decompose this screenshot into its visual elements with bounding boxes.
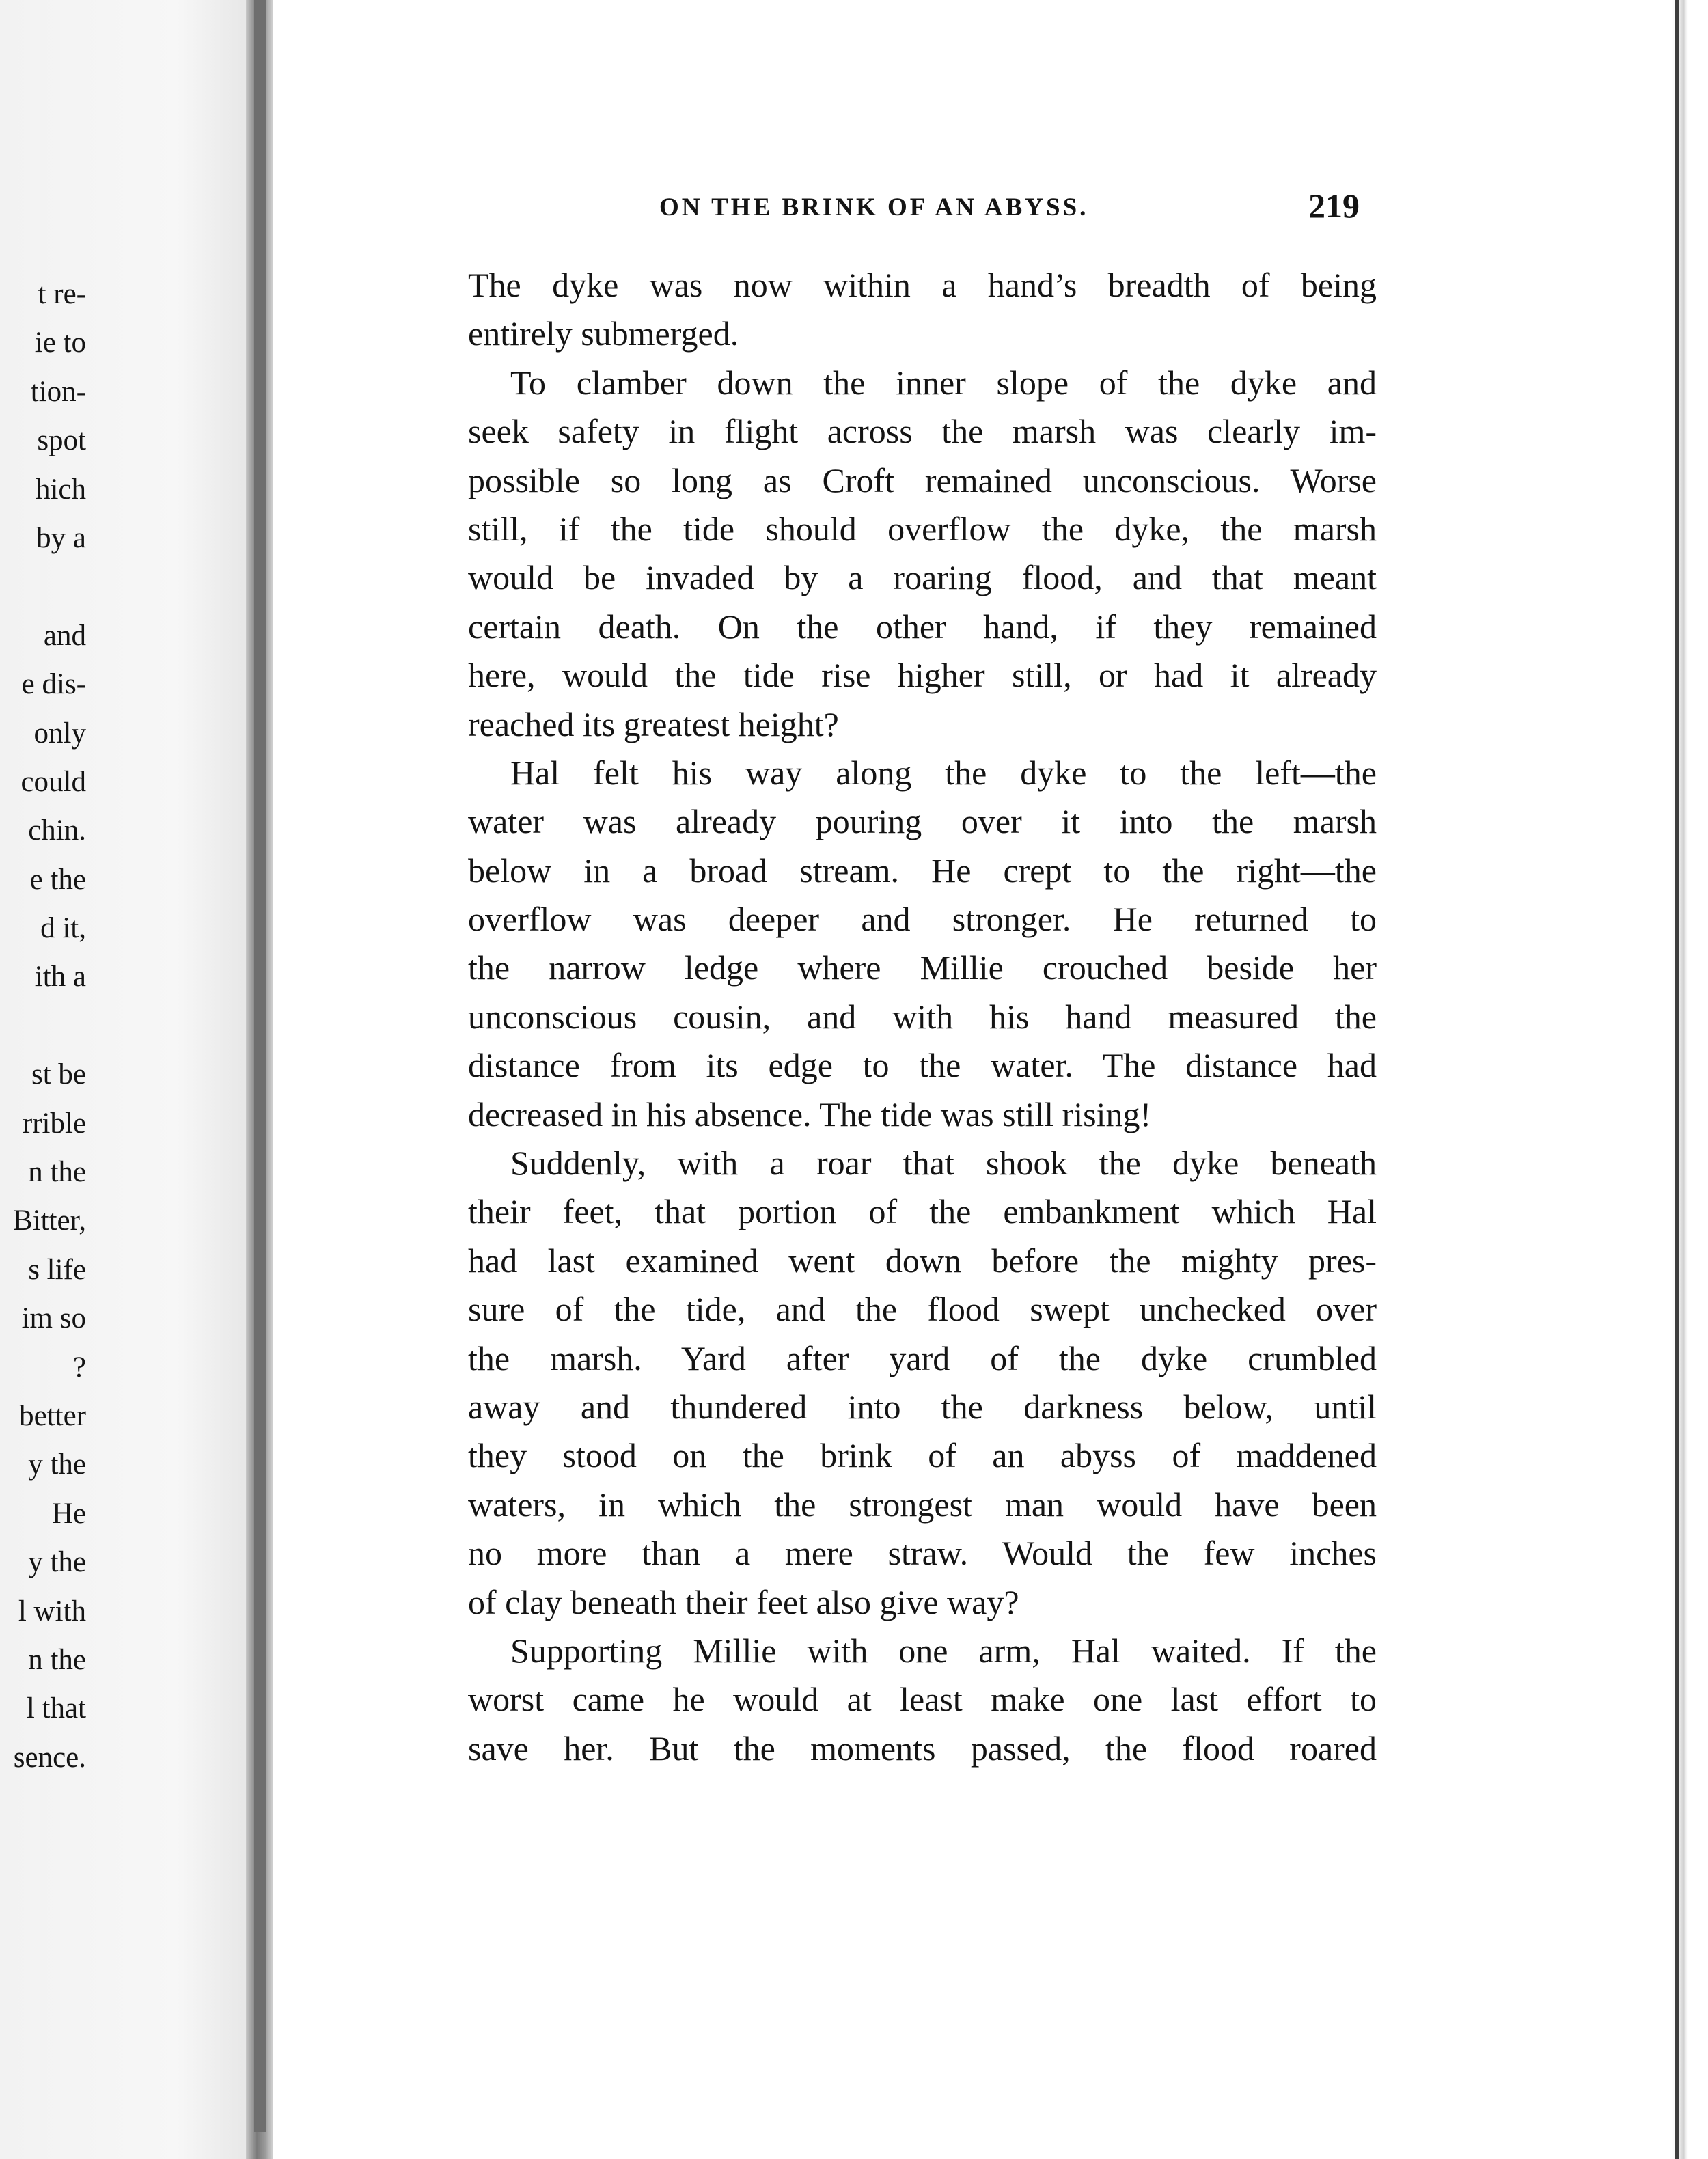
- text-line: worst came he would at least make one last effort to: [468, 1680, 1377, 1719]
- left-page-line: e dis-: [21, 668, 86, 701]
- left-page-line: n the: [28, 1156, 86, 1189]
- left-page-line: by a: [36, 521, 86, 554]
- text-line: sure of the tide, and the flood swept unchecked over: [468, 1290, 1377, 1329]
- text-line: below in a broad stream. He crept to the right—the: [468, 851, 1377, 890]
- text-line: save her. But the moments passed, the flood roared: [468, 1729, 1377, 1768]
- left-page-line: could: [20, 765, 86, 798]
- left-page-line: sence.: [13, 1741, 86, 1774]
- left-page-line: [13, 562, 86, 611]
- left-page-line: y the: [28, 1546, 86, 1579]
- text-line: they stood on the brink of an abyss of maddened: [468, 1436, 1377, 1475]
- left-page-line: spot: [37, 424, 86, 457]
- left-page-line: ie to: [34, 327, 86, 359]
- left-page-line: tion-: [30, 375, 86, 408]
- left-page-line: Bitter,: [13, 1205, 86, 1237]
- left-page-line: ?: [72, 1351, 86, 1384]
- left-page-line: [13, 1002, 86, 1050]
- left-page-line: y the: [28, 1448, 86, 1481]
- text-line: Hal felt his way along the dyke to the left—the: [510, 753, 1377, 792]
- left-page-text: [13, 270, 86, 1782]
- text-line: the marsh. Yard after yard of the dyke crumbled: [468, 1338, 1377, 1377]
- text-line: their feet, that portion of the embankment which Hal: [468, 1192, 1377, 1231]
- left-page-line: better: [19, 1399, 86, 1432]
- text-line: seek safety in flight across the marsh was clearly im-: [468, 412, 1377, 451]
- running-head: ON THE BRINK OF AN ABYSS.: [659, 193, 1089, 221]
- text-line: Supporting Millie with one arm, Hal waited. If the: [510, 1631, 1377, 1670]
- left-page-line: only: [33, 717, 86, 750]
- left-page-line: e the: [29, 863, 86, 896]
- left-page-line: l that: [26, 1692, 86, 1725]
- text-line: had last examined went down before the mighty pres-: [468, 1241, 1377, 1280]
- left-page-line: He: [51, 1497, 86, 1530]
- text-line: away and thundered into the darkness below, until: [468, 1387, 1377, 1426]
- text-line: here, would the tide rise higher still, or had it already: [468, 656, 1377, 695]
- text-line: would be invaded by a roaring flood, and that meant: [468, 558, 1377, 597]
- text-line: certain death. On the other hand, if they remained: [468, 607, 1377, 646]
- text-line: possible so long as Croft remained unconscious. Worse: [468, 460, 1377, 499]
- text-line: no more than a mere straw. Would the few inches: [468, 1534, 1377, 1573]
- left-page-line: d it,: [40, 912, 86, 945]
- left-page-line: l with: [18, 1595, 86, 1627]
- book-gutter: [254, 0, 266, 2132]
- left-page-line: ith a: [34, 961, 86, 993]
- left-page-line: s life: [28, 1253, 86, 1286]
- text-line: still, if the tide should overflow the dyke, the marsh: [468, 509, 1377, 548]
- text-line: waters, in which the strongest man would have been: [468, 1485, 1377, 1524]
- left-page-line: rrible: [22, 1107, 86, 1140]
- page-number: 219: [1308, 187, 1360, 225]
- left-page-line: im so: [21, 1302, 86, 1335]
- text-line: Suddenly, with a roar that shook the dyke beneath: [510, 1144, 1377, 1183]
- left-page-line: st be: [31, 1058, 86, 1091]
- text-line: distance from its edge to the water. The distance had: [468, 1046, 1377, 1085]
- text-line: To clamber down the inner slope of the dyke and: [510, 363, 1377, 402]
- body-text: [468, 261, 1377, 1773]
- text-line: unconscious cousin, and with his hand measured the: [468, 997, 1377, 1036]
- left-page-line: chin.: [28, 814, 86, 847]
- text-line: entirely submerged.: [468, 314, 739, 353]
- text-line: reached its greatest height?: [468, 704, 839, 743]
- left-page-line: t re-: [38, 278, 86, 310]
- text-line: overflow was deeper and stronger. He returned to: [468, 900, 1377, 939]
- left-page: [0, 0, 253, 2159]
- page-edge-line: [1675, 0, 1679, 2159]
- text-line: water was already pouring over it into the marsh: [468, 802, 1377, 841]
- text-line: of clay beneath their feet also give way?: [468, 1582, 1019, 1621]
- text-line: the narrow ledge where Millie crouched beside her: [468, 948, 1377, 987]
- left-page-line: hich: [35, 473, 86, 506]
- left-page-line: and: [43, 619, 86, 652]
- left-page-line: n the: [28, 1643, 86, 1676]
- text-line: decreased in his absence. The tide was still rising!: [468, 1095, 1152, 1133]
- text-line: The dyke was now within a hand’s breadth of being: [468, 266, 1377, 304]
